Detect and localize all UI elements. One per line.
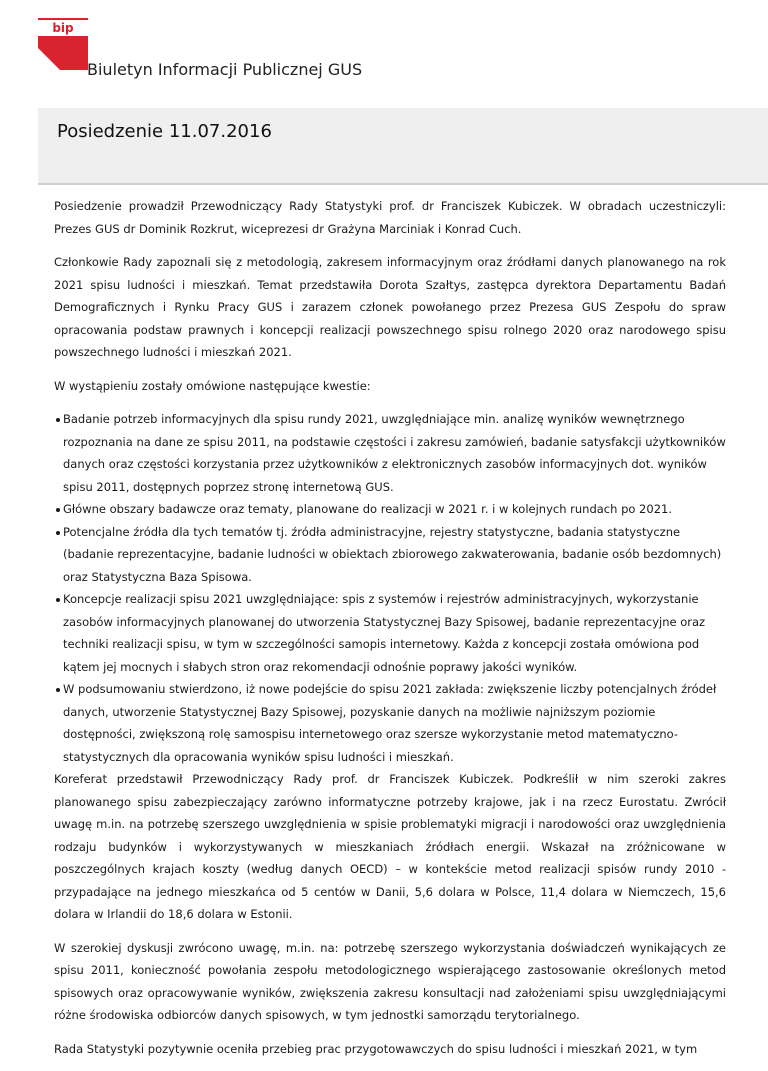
paragraph-conclusion: Rada Statystyki pozytywnie oceniła przebieg prac przygotowawczych do spisu ludności i mieszkań 2021, w tym: [54, 1041, 698, 1056]
paragraph-discussion: W szerokiej dyskusji zwrócono uwagę, m.in. na: potrzebę szerszego wykorzystania doświadczeń wynikających ze spisu 2011, konieczność powołania zespołu metodologicznego wspierającego zastosowanie określonych metod spisowych oraz opracowywanie wyników, zwiększenia zakresu konsultacji nad założeniami spisu uwzględniającymi różne środowiska odbiorców danych spisowych, w tym jednostki samorządu terytorialnego.: [54, 940, 726, 1022]
paragraph-issues-intro: W wystąpieniu zostały omówione następujące kwestie:: [54, 378, 371, 393]
article-content: [54, 195, 726, 1071]
paragraph-coreferat: Koreferat przedstawił Przewodniczący Rady prof. dr Franciszek Kubiczek. Podkreślił w nim szeroki zakres planowanego spisu zabezpieczający zarówno informatyczne potrzeby krajowe, jak i na rzecz Eurostatu. Zwrócił uwagę m.in. na potrzebę szerszego uwzględnienia w spisie problematyki migracji i narodowości oraz uwzględnienia rodzaju budynków i wykorzystywanych w mieszkaniach źródłach energii. Wskazał na zróżnicowane w poszczególnych krajach koszty (według danych OECD) – w kontekście metod realizacji spisów rundy 2010 - przypadające na jednego mieszkańca od 5 centów w Danii, 5,6 dolara w Polsce, 11,4 dolara w Niemczech, 15,6 dolara w Irlandii do 18,6 dolara w Estonii.: [54, 772, 726, 921]
list-item: Koncepcje realizacji spisu 2021 uwzględniające: spis z systemów i rejestrów administracyjnych, wykorzystanie zasobów informacyjnych planowanej do utworzenia Statystycznej Bazy Spisowej, badanie reprezentacyjne oraz techniki realizacji spisu, w tym w szczególności samopis internetowy. Każda z koncepcji została omówiona pod kątem jej mocnych i słabych stron oraz rekomendacji odnośnie poprawy jakości wyników.: [63, 588, 726, 678]
page-title-band: [38, 108, 768, 185]
bip-logo-text: bip: [52, 21, 74, 35]
list-item: Badanie potrzeb informacyjnych dla spisu rundy 2021, uwzględniające min. analizę wyników wewnętrznego rozpoznania na dane ze spisu 2011, na podstawie częstości i zakresu zamówień, badanie satysfakcji użytkowników danych oraz częstości korzystania przez użytkowników z elektronicznych zasobów informacyjnych dot. wyników spisu 2011, dostępnych poprzez stronę internetową GUS.: [63, 408, 726, 498]
issues-list: [54, 408, 726, 768]
paragraph-methodology: Członkowie Rady zapoznali się z metodologią, zakresem informacyjnym oraz źródłami danych planowanego na rok 2021 spisu ludności i mieszkań. Temat przedstawiła Dorota Szałtys, zastępca dyrektora Departamentu Badań Demograficznych i Rynku Pracy GUS i zarazem członek powołanego przez Prezesa GUS Zespołu do spraw opracowania podstaw prawnych i koncepcji realizacji powszechnego spisu rolnego 2020 oraz narodowego spisu powszechnego ludności i mieszkań 2021.: [54, 255, 726, 359]
list-item: W podsumowaniu stwierdzono, iż nowe podejście do spisu 2021 zakłada: zwiększenie liczby potencjalnych źródeł danych, utworzenie Statystycznej Bazy Spisowej, pozyskanie danych na możliwie najniższym poziomie dostępności, zwiększoną rolę samospisu internetowego oraz szersze wykorzystanie metod matematyczno-statystycznych dla opracowania wyników spisu ludności i mieszkań.: [63, 678, 726, 768]
list-item: Potencjalne źródła dla tych tematów tj. źródła administracyjne, rejestry statystyczne, badania statystyczne (badanie reprezentacyjne, badanie ludności w obiektach zbiorowego zakwaterowania, badanie osób bezdomnych) oraz Statystyczna Baza Spisowa.: [63, 521, 726, 589]
page-title: Posiedzenie 11.07.2016: [57, 121, 272, 142]
paragraph-participants: Posiedzenie prowadził Przewodniczący Rady Statystyki prof. dr Franciszek Kubiczek. W obradach uczestniczyli: Prezes GUS dr Dominik Rozkrut, wiceprezesi dr Grażyna Marciniak i Konrad Cuch.: [54, 199, 726, 236]
site-header: [0, 0, 768, 108]
site-title[interactable]: Biuletyn Informacji Publicznej GUS: [87, 60, 363, 79]
bip-logo[interactable]: [38, 18, 88, 70]
list-item: Główne obszary badawcze oraz tematy, planowane do realizacji w 2021 r. i w kolejnych rundach po 2021.: [63, 498, 726, 521]
